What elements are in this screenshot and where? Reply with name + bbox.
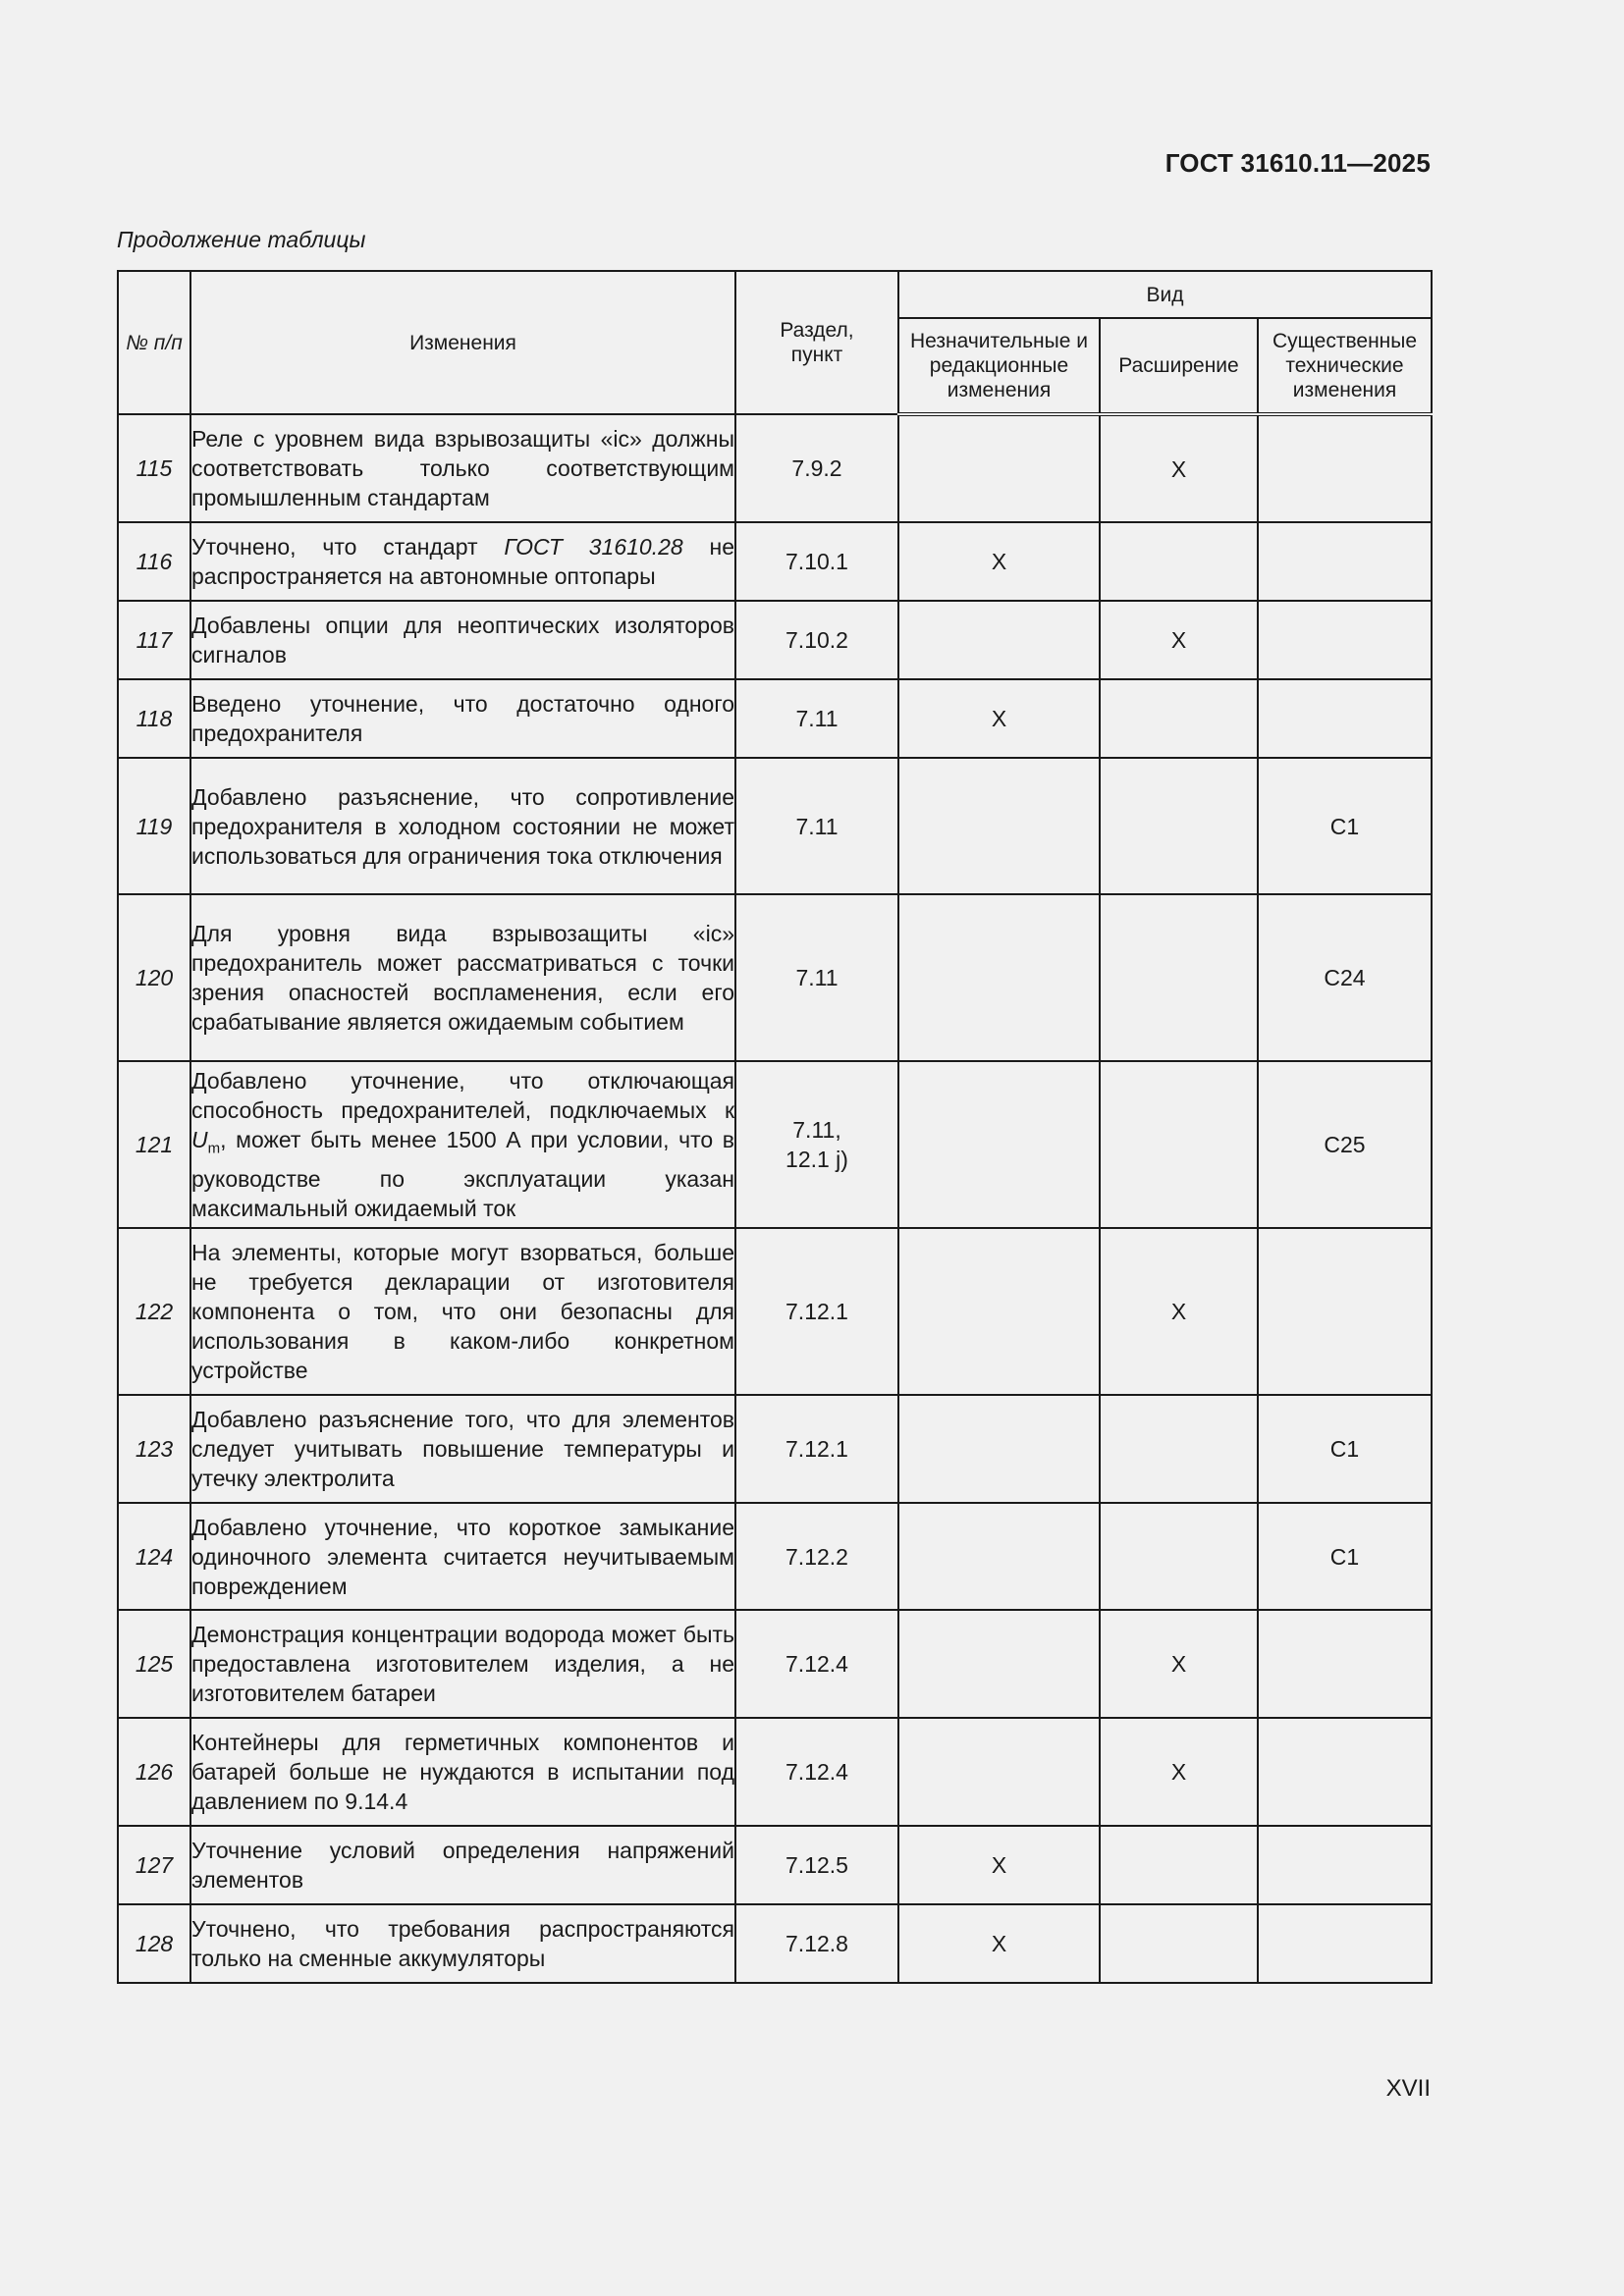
- section-ref: 7.11: [735, 894, 898, 1061]
- table-row: [118, 894, 1432, 1061]
- major-mark: [1258, 1228, 1432, 1395]
- header-section: Раздел, пункт: [735, 271, 898, 414]
- extension-mark: [1100, 522, 1258, 601]
- change-description: Введено уточнение, что достаточно одного предохранителя: [190, 679, 735, 758]
- minor-mark: [898, 1228, 1100, 1395]
- changes-table: [117, 270, 1433, 1984]
- row-number: 117: [118, 601, 190, 679]
- change-description: Уточнено, что стандарт ГОСТ 31610.28 не распространяется на автономные оптопары: [190, 522, 735, 601]
- minor-mark: [898, 1061, 1100, 1228]
- row-number: 123: [118, 1395, 190, 1503]
- table-row: [118, 1718, 1432, 1826]
- extension-mark: [1100, 1061, 1258, 1228]
- major-mark: [1258, 1826, 1432, 1904]
- major-mark: [1258, 679, 1432, 758]
- row-number: 118: [118, 679, 190, 758]
- table-row: [118, 679, 1432, 758]
- extension-mark: [1100, 679, 1258, 758]
- header-extension: Расширение: [1100, 318, 1258, 414]
- table-caption: Продолжение таблицы: [117, 227, 366, 252]
- change-description: Уточнение условий определения напряжений элементов: [190, 1826, 735, 1904]
- extension-mark: [1100, 894, 1258, 1061]
- section-ref: 7.11, 12.1 j): [735, 1061, 898, 1228]
- extension-mark: X: [1100, 601, 1258, 679]
- row-number: 124: [118, 1503, 190, 1610]
- section-ref: 7.10.1: [735, 522, 898, 601]
- major-mark: [1258, 522, 1432, 601]
- change-description: Демонстрация концентрации водорода может быть предоставлена изготовителем изделия, а не изготовителем батареи: [190, 1610, 735, 1718]
- change-description: Добавлены опции для неоптических изоляторов сигналов: [190, 601, 735, 679]
- row-number: 128: [118, 1904, 190, 1983]
- minor-mark: [898, 1395, 1100, 1503]
- change-description: Добавлено разъяснение, что сопротивление предохранителя в холодном состоянии не может использоваться для ограничения тока отключения: [190, 758, 735, 894]
- section-ref: 7.12.2: [735, 1503, 898, 1610]
- major-mark: C24: [1258, 894, 1432, 1061]
- table-row: [118, 522, 1432, 601]
- minor-mark: [898, 414, 1100, 522]
- variable-subscript: m: [207, 1140, 221, 1157]
- extension-mark: [1100, 758, 1258, 894]
- table-row: [118, 414, 1432, 522]
- major-mark: [1258, 601, 1432, 679]
- row-number: 125: [118, 1610, 190, 1718]
- minor-mark: X: [898, 522, 1100, 601]
- change-description: Реле с уровнем вида взрывозащиты «ic» должны соответствовать только соответствующим промышленным стандартам: [190, 414, 735, 522]
- header-major: Существенные технические изменения: [1258, 318, 1432, 414]
- section-ref: 7.12.1: [735, 1395, 898, 1503]
- major-mark: [1258, 414, 1432, 522]
- row-number: 119: [118, 758, 190, 894]
- change-description: Уточнено, что требования распространяются только на сменные аккумуляторы: [190, 1904, 735, 1983]
- extension-mark: [1100, 1826, 1258, 1904]
- minor-mark: [898, 1610, 1100, 1718]
- header-kind: Вид: [898, 271, 1432, 318]
- table-row: [118, 1061, 1432, 1228]
- change-description: Для уровня вида взрывозащиты «ic» предохранитель может рассматриваться с точки зрения опасностей воспламенения, если его срабатывание является ожидаемым событием: [190, 894, 735, 1061]
- minor-mark: [898, 1718, 1100, 1826]
- extension-mark: X: [1100, 414, 1258, 522]
- major-mark: C1: [1258, 1503, 1432, 1610]
- table-row: [118, 601, 1432, 679]
- row-number: 122: [118, 1228, 190, 1395]
- major-mark: C1: [1258, 1395, 1432, 1503]
- table-row: [118, 1395, 1432, 1503]
- extension-mark: [1100, 1503, 1258, 1610]
- minor-mark: X: [898, 1826, 1100, 1904]
- table-row: [118, 758, 1432, 894]
- standard-reference: ГОСТ 31610.28: [504, 534, 683, 560]
- section-ref: 7.12.4: [735, 1718, 898, 1826]
- extension-mark: X: [1100, 1610, 1258, 1718]
- section-ref: 7.9.2: [735, 414, 898, 522]
- section-ref: 7.12.1: [735, 1228, 898, 1395]
- header-minor: Незначительные и редакционные изменения: [898, 318, 1100, 414]
- extension-mark: X: [1100, 1718, 1258, 1826]
- row-number: 120: [118, 894, 190, 1061]
- section-ref: 7.11: [735, 758, 898, 894]
- change-description: На элементы, которые могут взорваться, больше не требуется декларации от изготовителя компонента о том, что они безопасны для использования в каком-либо конкретном устройстве: [190, 1228, 735, 1395]
- major-mark: C1: [1258, 758, 1432, 894]
- table-row: [118, 1826, 1432, 1904]
- section-ref: 7.12.8: [735, 1904, 898, 1983]
- extension-mark: [1100, 1904, 1258, 1983]
- document-code: ГОСТ 31610.11—2025: [1164, 148, 1431, 178]
- major-mark: [1258, 1718, 1432, 1826]
- row-number: 127: [118, 1826, 190, 1904]
- row-number: 116: [118, 522, 190, 601]
- major-mark: C25: [1258, 1061, 1432, 1228]
- minor-mark: [898, 1503, 1100, 1610]
- header-changes: Изменения: [190, 271, 735, 414]
- major-mark: [1258, 1904, 1432, 1983]
- section-ref: 7.10.2: [735, 601, 898, 679]
- page-number: XVII: [1385, 2075, 1431, 2102]
- row-number: 121: [118, 1061, 190, 1228]
- change-description: Добавлено разъяснение того, что для элементов следует учитывать повышение температуры и утечку электролита: [190, 1395, 735, 1503]
- minor-mark: [898, 894, 1100, 1061]
- section-ref: 7.11: [735, 679, 898, 758]
- minor-mark: X: [898, 679, 1100, 758]
- row-number: 126: [118, 1718, 190, 1826]
- minor-mark: [898, 601, 1100, 679]
- table-row: [118, 1904, 1432, 1983]
- table-row: [118, 1228, 1432, 1395]
- change-description: Добавлено уточнение, что короткое замыкание одиночного элемента считается неучитываемым повреждением: [190, 1503, 735, 1610]
- row-number: 115: [118, 414, 190, 522]
- extension-mark: X: [1100, 1228, 1258, 1395]
- header-num: № п/п: [118, 271, 190, 414]
- change-description: Контейнеры для герметичных компонентов и батарей больше не нуждаются в испытании под давлением по 9.14.4: [190, 1718, 735, 1826]
- variable-u: U: [191, 1127, 208, 1153]
- section-ref: 7.12.4: [735, 1610, 898, 1718]
- section-ref: 7.12.5: [735, 1826, 898, 1904]
- table-row: [118, 1503, 1432, 1610]
- minor-mark: X: [898, 1904, 1100, 1983]
- minor-mark: [898, 758, 1100, 894]
- major-mark: [1258, 1610, 1432, 1718]
- extension-mark: [1100, 1395, 1258, 1503]
- table-row: [118, 1610, 1432, 1718]
- change-description: Добавлено уточнение, что отключающая способность предохранителей, подключаемых к $U_m$, может быть менее 1500 А при условии, что в руководстве по эксплуатации указан максимальный ожидаемый ток: [190, 1061, 735, 1228]
